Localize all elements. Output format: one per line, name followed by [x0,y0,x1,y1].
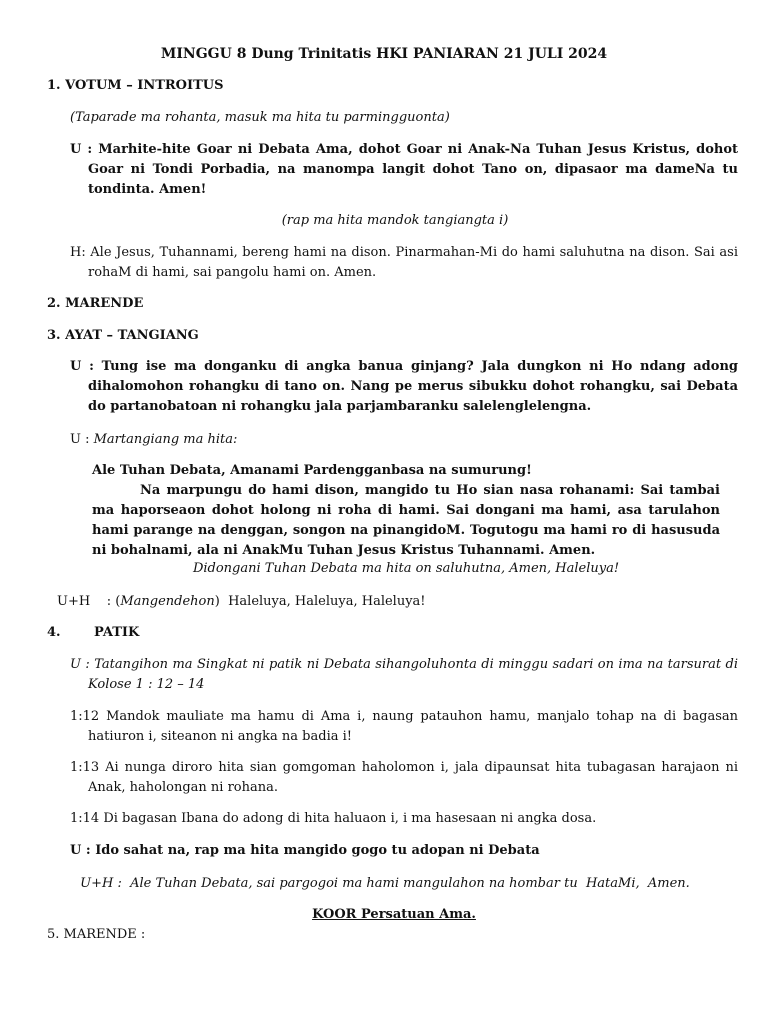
prayer-body: Na marpungu do hami dison, mangido tu Ho sian nasa rohanami: Sai tambai ma haporseaon dohot holong ni roha di hami. Sai dongani ma hami, asa tarulahon hami parange na denggan, songon na pinangidoM. Togutogu ma hami ro di hasusuda ni bohalnami, ala ni AnakMu Tuhan Jesus Kristus Tuhannami. Amen. [92,483,720,558]
prayer-instruction: Martangiang ma hita: [93,432,238,447]
mangendehon-text: Mangendehon [120,594,215,609]
choir-line: KOOR Persatuan Ama. [312,907,476,922]
section-3-heading: 3. AYAT – TANGIANG [47,328,199,343]
patik-intro: U : Tatangihon ma Singkat ni patik ni Debata sihangoluhonta di minggu sadari on ima na tarsurat di Kolose 1 : 12 – 14 [70,657,738,692]
section-2-heading: 2. MARENDE [47,296,144,311]
uh-label: U+H : ( [57,594,121,609]
verse-1-13: 1:13 Ai nunga diroro hita sian gomgoman haholomon i, jala dipaunsat hita tubagasan harajaon ni Anak, haholongan ni rohana. [70,760,738,795]
haleluya-line [57,592,426,612]
verse-1-14: 1:14 Di bagasan Ibana do adong di hita haluaon i, i ma hasesaan ni angka dosa. [70,811,597,826]
prayer-opening: Ale Tuhan Debata, Amanami Pardengganbasa na sumurung! [92,463,532,478]
verse-1-12: 1:12 Mandok mauliate ma hamu di Ama i, naung patauhon hamu, manjalo tohap na di bagasan hatiuron i, siteanon ni angka na badia i! [70,709,738,744]
prayer-instruction-line [70,430,237,450]
section-1-heading: 1. VOTUM – INTROITUS [47,78,224,93]
rap-instruction: (rap ma hita mandok tangiangta i) [281,213,509,228]
votum-paragraph: U : Marhite-hite Goar ni Debata Ama, dohot Goar ni Anak-Na Tuhan Jesus Kristus, dohot Goar ni Tondi Porbadia, na manompa langit dohot Tano on, dipasaor ma dameNa tu tondinta. Amen! [70,142,738,197]
patik-closing: U : Ido sahat na, rap ma hita mangido gogo tu adopan ni Debata [70,843,540,858]
section-1-instruction: (Taparade ma rohanta, masuk ma hita tu parmingguonta) [70,110,450,125]
ayat-paragraph: U : Tung ise ma donganku di angka banua ginjang? Jala dungkon ni Ho ndang adong dihalomohon rohangku di tano on. Nang pe merus sibukku dohot rohangku, sai Debata do partanobatoan ni rohangku jala parjambaranku salelenglelengna. [70,359,738,414]
page-title: MINGGU 8 Dung Trinitatis HKI PANIARAN 21 JULI 2024 [160,46,608,62]
section-5-heading: 5. MARENDE : [47,927,146,942]
congregation-response: H: Ale Jesus, Tuhannami, bereng hami na dison. Pinarmahan-Mi do hami saluhutna na dison. Sai asi rohaM di hami, sai pangolu hami on. Amen. [70,245,738,280]
section-4-heading: PATIK [94,625,140,640]
leader-label: U : [70,432,94,447]
patik-response: U+H : Ale Tuhan Debata, sai pargogoi ma hami mangulahon na hombar tu HataMi, Amen. [80,876,690,891]
prayer-answer: Didongani Tuhan Debata ma hita on saluhutna, Amen, Haleluya! [192,561,620,576]
haleluya-text: ) Haleluya, Haleluya, Haleluya! [214,594,426,609]
section-4-number: 4. [47,625,61,640]
